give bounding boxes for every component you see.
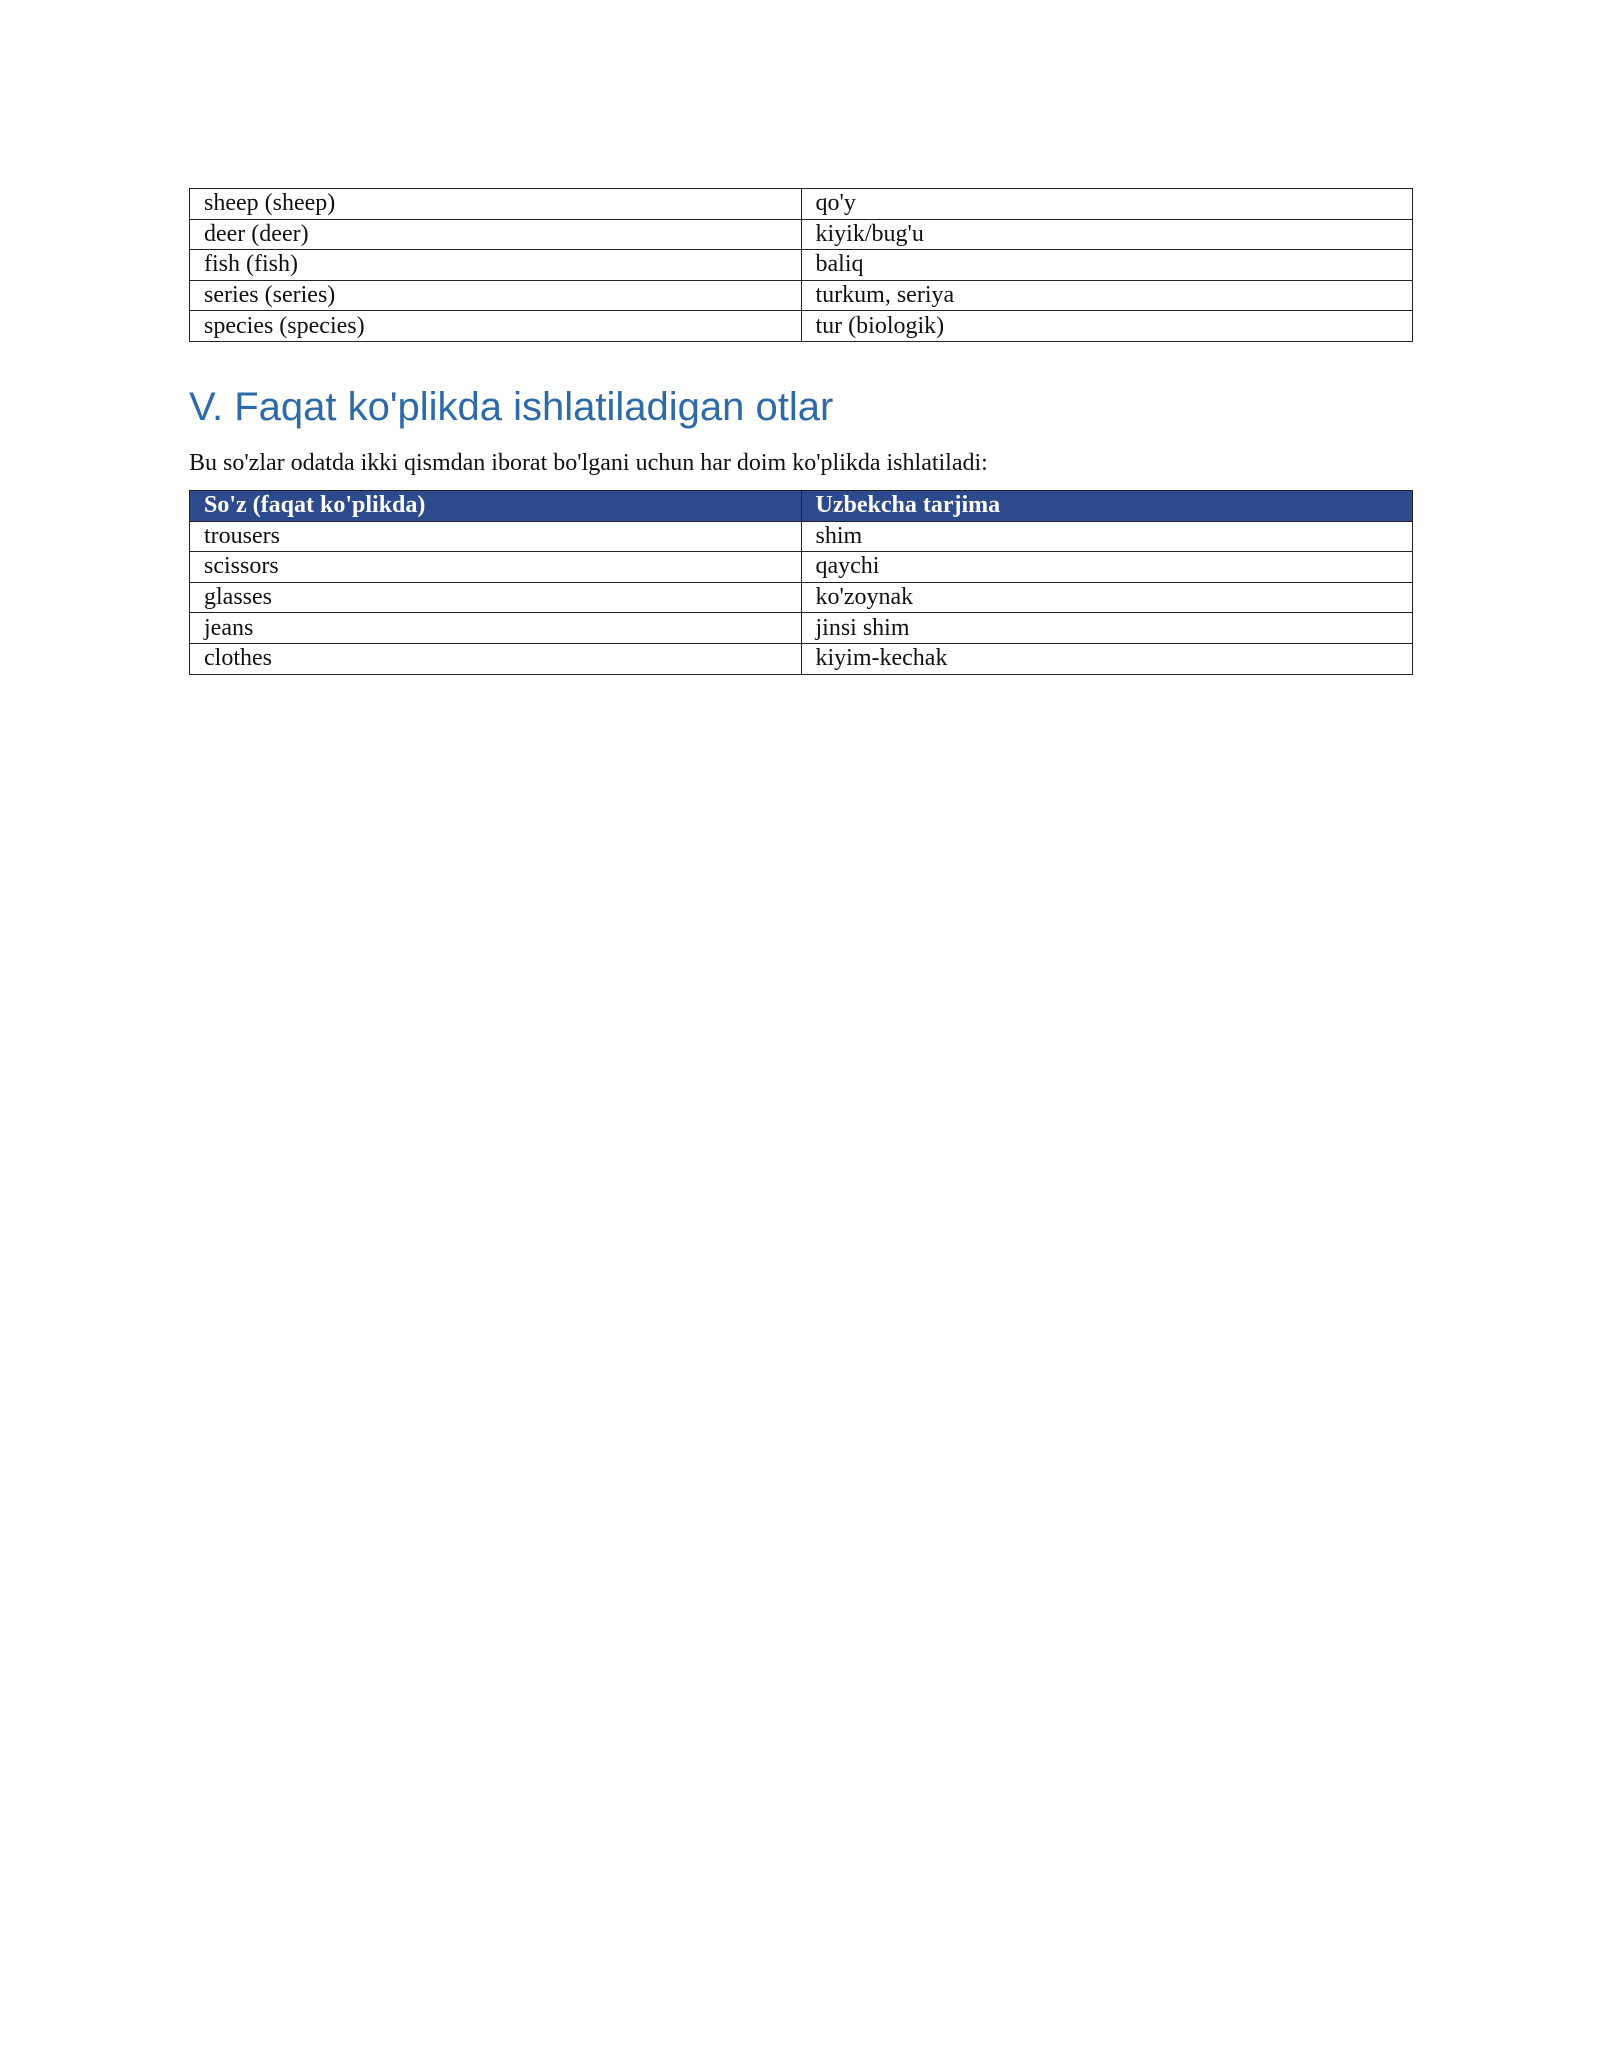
document-page: [189, 188, 1413, 675]
english-word-cell: deer (deer): [190, 219, 802, 250]
table-row: [190, 643, 1413, 674]
table-header-row: [190, 490, 1413, 521]
table-row: [190, 219, 1413, 250]
uzbek-translation-cell: ko'zoynak: [801, 582, 1413, 613]
uzbek-translation-cell: tur (biologik): [801, 311, 1413, 342]
uzbek-translation-cell: jinsi shim: [801, 613, 1413, 644]
english-word-cell: jeans: [190, 613, 802, 644]
uzbek-translation-cell: shim: [801, 521, 1413, 552]
english-word-cell: series (series): [190, 280, 802, 311]
section-intro-text: Bu so'zlar odatda ikki qismdan iborat bo'lgani uchun har doim ko'plikda ishlatiladi:: [189, 449, 988, 476]
english-word-cell: scissors: [190, 552, 802, 583]
table-row: [190, 552, 1413, 583]
uzbek-translation-cell: kiyik/bug'u: [801, 219, 1413, 250]
table-row: [190, 280, 1413, 311]
table-row: [190, 311, 1413, 342]
english-word-cell: sheep (sheep): [190, 189, 802, 220]
table-row: [190, 582, 1413, 613]
table-row: [190, 521, 1413, 552]
english-word-cell: fish (fish): [190, 250, 802, 281]
uzbek-translation-cell: baliq: [801, 250, 1413, 281]
column-header-translation: Uzbekcha tarjima: [801, 490, 1413, 521]
uzbek-translation-cell: qo'y: [801, 189, 1413, 220]
english-word-cell: trousers: [190, 521, 802, 552]
table-row: [190, 189, 1413, 220]
plural-only-nouns-table: [189, 490, 1413, 675]
uzbek-translation-cell: kiyim-kechak: [801, 643, 1413, 674]
column-header-word: So'z (faqat ko'plikda): [190, 490, 802, 521]
table-row: [190, 250, 1413, 281]
table-row: [190, 613, 1413, 644]
uzbek-translation-cell: turkum, seriya: [801, 280, 1413, 311]
uzbek-translation-cell: qaychi: [801, 552, 1413, 583]
english-word-cell: glasses: [190, 582, 802, 613]
irregular-plural-table: [189, 188, 1413, 342]
english-word-cell: species (species): [190, 311, 802, 342]
english-word-cell: clothes: [190, 643, 802, 674]
section-heading: V. Faqat ko'plikda ishlatiladigan otlar: [189, 384, 834, 429]
